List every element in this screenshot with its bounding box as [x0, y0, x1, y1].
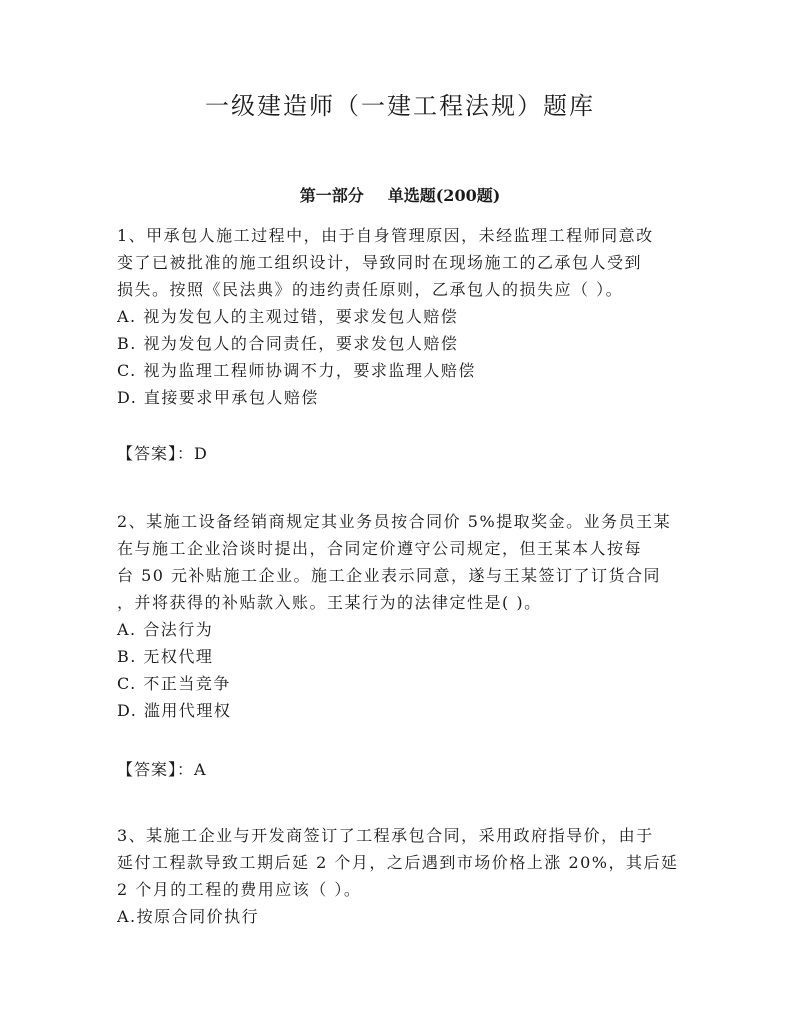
question-1	[117, 222, 692, 411]
question-stem-line: 2、某施工设备经销商规定其业务员按合同价 5%提取奖金。业务员王某	[117, 512, 672, 531]
option-d: D. 滥用代理权	[117, 701, 232, 720]
answer-value: D	[194, 444, 208, 463]
answer-label: 【答案】：	[117, 444, 195, 463]
option-a: A.按原合同价执行	[117, 907, 260, 926]
question-stem-line: 3、某施工企业与开发商签订了工程承包合同，采用政府指导价，由于	[117, 826, 654, 845]
option-c: C. 不正当竞争	[117, 674, 231, 693]
question-stem-line: ，并将获得的补贴款入账。王某行为的法律定性是( )。	[117, 593, 542, 612]
section-part: 第一部分	[299, 186, 364, 205]
answer-2	[117, 756, 692, 783]
question-stem-line: 2 个月的工程的费用应该（ ）。	[117, 880, 362, 899]
answer-1	[117, 440, 692, 467]
option-a: A. 合法行为	[117, 620, 214, 639]
section-heading	[0, 184, 800, 208]
question-stem-line: 变了已被批准的施工组织设计，导致同时在现场施工的乙承包人受到	[117, 253, 643, 272]
option-b: B. 无权代理	[117, 647, 214, 666]
document-title: 一级建造师（一建工程法规）题库	[205, 92, 595, 120]
option-b: B. 视为发包人的合同责任，要求发包人赔偿	[117, 334, 459, 353]
question-2	[117, 508, 692, 724]
option-d: D. 直接要求甲承包人赔偿	[117, 388, 319, 407]
question-stem-line: 延付工程款导致工期后延 2 个月，之后遇到市场价格上涨 20%，其后延	[117, 853, 679, 872]
question-stem-line: 在与施工企业洽谈时提出，合同定价遵守公司规定，但王某本人按每	[117, 539, 643, 558]
answer-label: 【答案】：	[117, 760, 195, 779]
section-type: 单选题(200题)	[387, 186, 501, 205]
option-c: C. 视为监理工程师协调不力，要求监理人赔偿	[117, 361, 476, 380]
question-3	[117, 822, 692, 930]
question-stem-line: 1、甲承包人施工过程中，由于自身管理原因，未经监理工程师同意改	[117, 226, 654, 245]
question-stem-line: 损失。按照《民法典》的违约责任原则，乙承包人的损失应（ ）。	[117, 280, 624, 299]
answer-value: A	[194, 760, 207, 779]
option-a: A. 视为发包人的主观过错，要求发包人赔偿	[117, 307, 459, 326]
question-stem-line: 台 50 元补贴施工企业。施工企业表示同意，遂与王某签订了订货合同	[117, 566, 662, 585]
